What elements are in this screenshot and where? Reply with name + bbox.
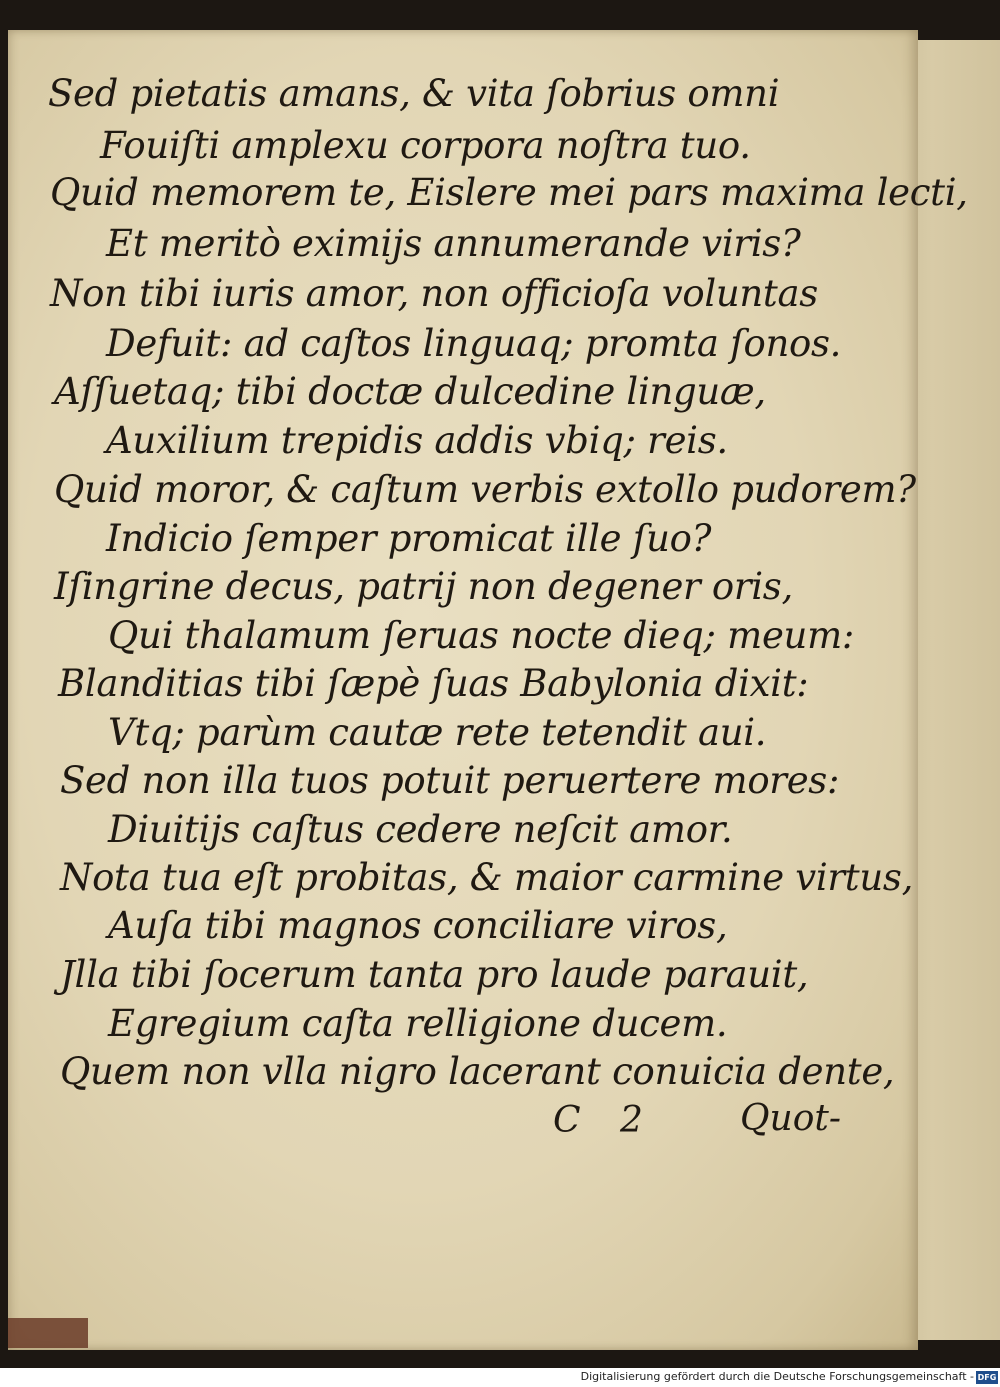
verse-line: Blanditias tibi ſæpè ſuas Babylonia dixit:: [58, 662, 809, 705]
credit-bar: [0, 1368, 1000, 1387]
poem-text: [8, 30, 968, 1350]
verse-line: Diuitijs caſtus cedere neſcit amor.: [108, 808, 733, 851]
signature-mark: C: [553, 1100, 581, 1141]
verse-line: Vtq; parùm cautæ rete tetendit aui.: [108, 711, 767, 754]
verse-line: Egregium caſta relligione ducem.: [108, 1002, 728, 1045]
verse-line: Quem non vlla nigro lacerant conuicia dente,: [60, 1050, 895, 1093]
book-page: [8, 30, 968, 1350]
verse-line: Quid memorem te, Eislere mei pars maxima lecti,: [50, 171, 968, 214]
digitization-credit: Digitalisierung gefördert durch die Deutsche Forschungsgemeinschaft -: [580, 1370, 974, 1383]
verse-line: Indicio ſemper promicat ille ſuo?: [106, 517, 712, 560]
verse-line: Iſingrine decus, patrij non degener oris,: [54, 565, 793, 608]
verse-line: Defuit: ad caſtos linguaq; promta ſonos.: [106, 322, 842, 365]
verse-line: Sed pietatis amans, & vita ſobrius omni: [48, 72, 780, 115]
verse-line: Sed non illa tuos potuit peruertere mores:: [60, 759, 840, 802]
catchword: Quot-: [740, 1098, 842, 1139]
verse-line: Non tibi iuris amor, non officioſa voluntas: [50, 272, 818, 315]
verse-line: Et meritò eximijs annumerande viris?: [106, 222, 801, 265]
verse-line: Quid moror, & caſtum verbis extollo pudorem?: [54, 468, 916, 511]
verse-line: Auſa tibi magnos conciliare viros,: [108, 904, 728, 947]
verse-line: Fouiſti amplexu corpora noſtra tuo.: [100, 124, 751, 167]
verse-line: Qui thalamum ſeruas nocte dieq; meum:: [108, 614, 855, 657]
verse-line: Jlla tibi ſocerum tanta pro laude parauit,: [60, 953, 809, 996]
verse-line: Nota tua eſt probitas, & maior carmine virtus,: [60, 856, 914, 899]
dfg-logo: DFG: [977, 1373, 997, 1382]
verse-line: Aſſuetaq; tibi doctæ dulcedine linguæ,: [54, 370, 766, 413]
verse-line: Auxilium trepidis addis vbiq; reis.: [106, 419, 728, 462]
binding-stain: [8, 1318, 88, 1348]
signature-number: 2: [620, 1100, 643, 1141]
